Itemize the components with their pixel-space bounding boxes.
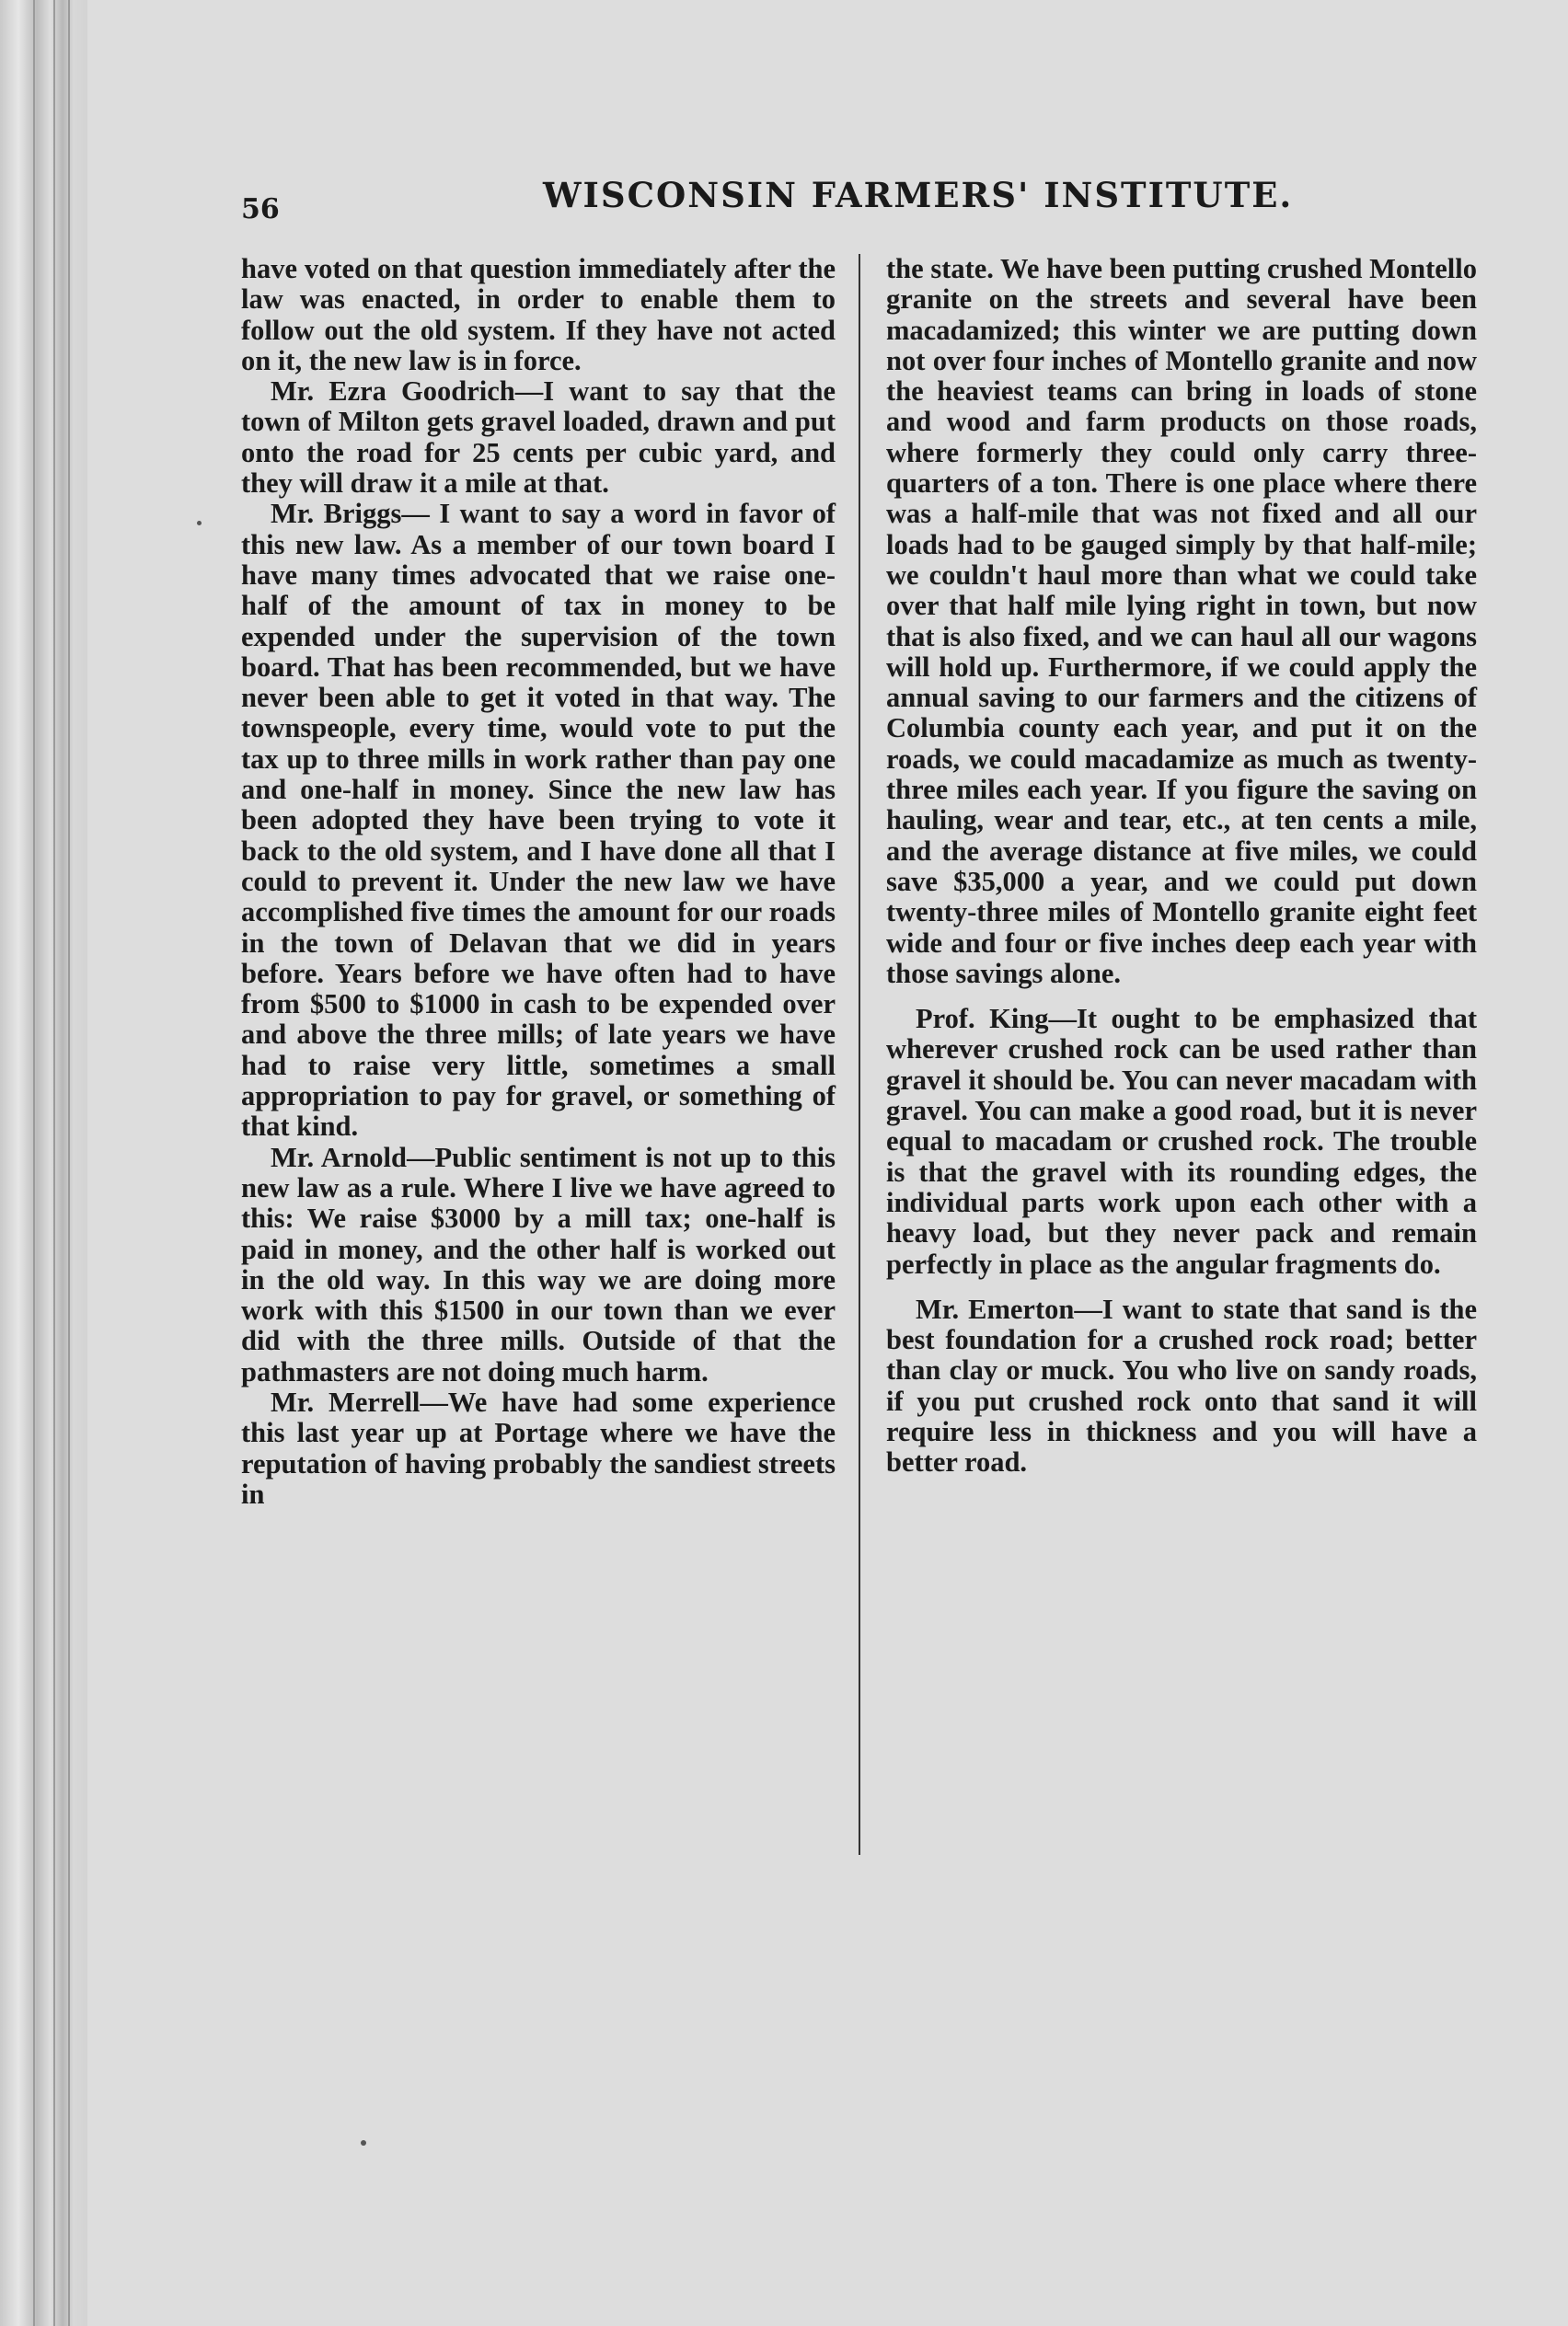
page-edge-line	[68, 0, 70, 2326]
left-paragraph-2: Mr. Ezra Goodrich—I want to say that the town of Milton gets gravel loaded, drawn and put onto the road for 25 cents per cubic yard, and they will draw it a mile at that.	[241, 375, 836, 500]
running-header	[0, 175, 1568, 225]
right-paragraph-3: Mr. Emerton—I want to state that sand is the best foundation for a crushed rock road; better than clay or muck. You who live on sandy roads, if you put crushed rock onto that sand it will require less in thickness and you will have a better road.	[886, 1293, 1477, 1479]
page-edge-line	[53, 0, 55, 2326]
left-paragraph-4: Mr. Arnold—Public sentiment is not up to this new law as a rule. Where I live we have agreed to this: We raise $3000 by a mill tax; one-half is paid in money, and the other half is worked out in the old way. In this way we are doing more work with this $1500 in our town than we ever did with the three mills. Outside of that the pathmasters are not doing much harm.	[241, 1141, 836, 1388]
right-column	[886, 254, 1477, 1479]
column-divider	[859, 254, 860, 1855]
ink-speck	[361, 2140, 366, 2146]
running-title: WISCONSIN FARMERS' INSTITUTE.	[543, 175, 1294, 215]
left-paragraph-3: Mr. Briggs— I want to say a word in favor of this new law. As a member of our town board I have many times advocated that we raise one-half of the amount of tax in money to be expended under the supervision of the town board. That has been recommended, but we have never been able to get it voted in that way. The townspeople, every time, would vote to put the tax up to three mills in work rather than pay one and one-half in money. Since the new law has been adopted they have been trying to vote it back to the old system, and I have done all that I could to prevent it. Under the new law we have accomplished five times the amount for our roads in the town of Delavan that we did in years before. Years before we have often had to have from $500 to $1000 in cash to be expended over and above the three mills; of late years we have had to raise very little, sometimes a small appropriation to pay for gravel, or something of that kind.	[241, 498, 836, 1143]
page-number: 56	[241, 193, 280, 225]
left-paragraph-5: Mr. Merrell—We have had some experience this last year up at Portage where we have the reputation of having probably the sandiest streets in	[241, 1386, 836, 1510]
left-column	[241, 254, 836, 1510]
right-paragraph-1: the state. We have been putting crushed Montello granite on the streets and several have been macadamized; this winter we are putting down not over four inches of Montello granite and now the heaviest teams can bring in loads of stone and wood and farm products on those roads, where formerly they could only carry three-quarters of a ton. There is one place where there was a half-mile that was not fixed and all our loads had to be gauged simply by that half-mile; we couldn't haul more than what we could take over that half mile lying right in town, but now that is also fixed, and we can haul all our wagons will hold up. Furthermore, if we could apply the annual saving to our farmers and the citizens of Columbia county each year, and put it on the roads, we could macadamize as much as twenty-three miles each year. If you figure the saving on hauling, wear and tear, etc., at ten cents a mile, and the average distance at five miles, we could save $35,000 a year, and we could put down twenty-three miles of Montello granite eight feet wide and four or five inches deep each year with those savings alone.	[886, 253, 1477, 989]
left-paragraph-1: have voted on that question immediately after the law was enacted, in order to enable them to follow out the old system. If they have not acted on it, the new law is in force.	[241, 253, 836, 376]
ink-speck	[197, 521, 202, 525]
right-paragraph-2: Prof. King—It ought to be emphasized that wherever crushed rock can be used rather than gravel it should be. You can never macadam with gravel. You can make a good road, but it is never equal to macadam or crushed rock. The trouble is that the gravel with its rounding edges, the individual parts work upon each other with a heavy load, but they never pack and remain perfectly in place as the angular fragments do.	[886, 1003, 1477, 1280]
page-edge-line	[33, 0, 35, 2326]
page-binding-edge	[0, 0, 87, 2326]
